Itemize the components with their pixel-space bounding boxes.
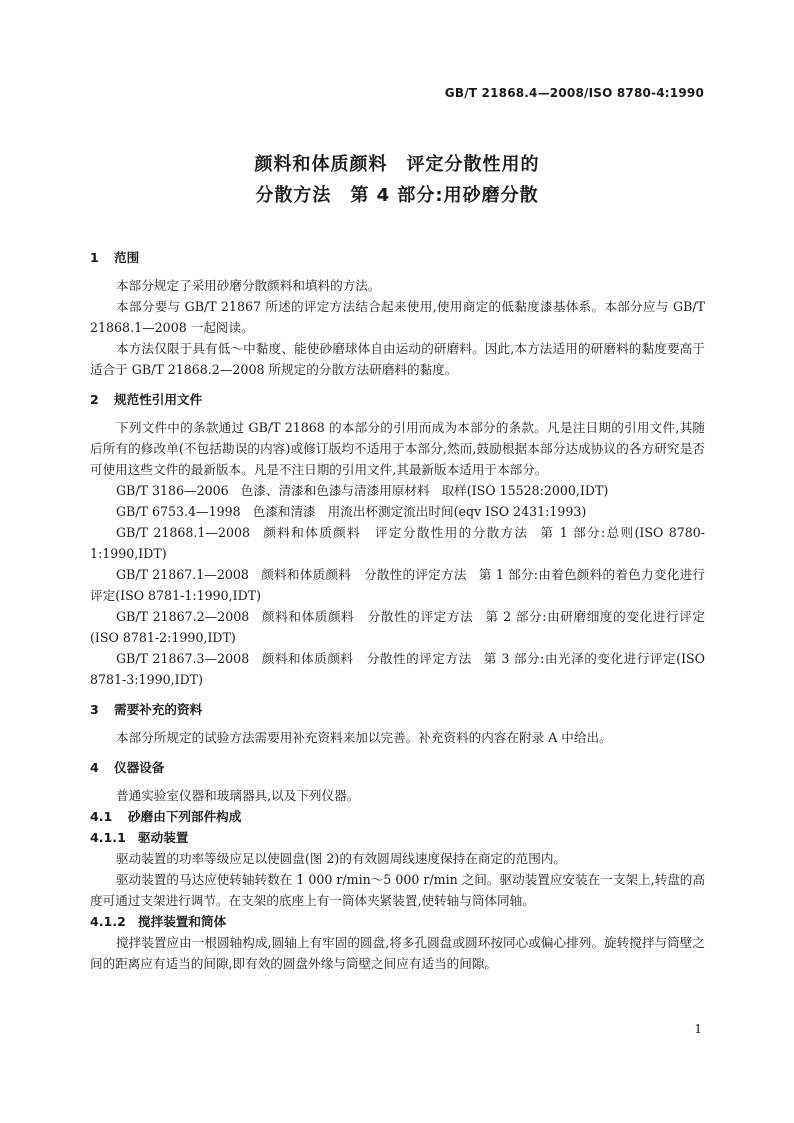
document-title-line-2: 分散方法 第 4 部分:用砂磨分散 [255,185,539,206]
reference-entry [90,564,705,606]
section-title: 规范性引用文件 [114,392,203,407]
section-title: 仪器设备 [114,760,165,775]
reference-code: GB/T 21867.2—2008 [116,609,250,624]
subsection-title: 砂磨由下列部件构成 [128,809,242,824]
subsection-title: 搅拌装置和筒体 [138,914,227,929]
reference-part: 用流出杯测定流出时间(eqv ISO 2431:1993) [327,504,587,519]
paragraph: 下列文件中的条款通过 GB/T 21868 的本部分的引用而成为本部分的条款。凡是注日期的引用文件,其随后所有的修改单(不包括勘误的内容)或修订版均不适用于本部分,然而,鼓励根据本部分达成协议的各方研究是否可使用这些文件的最新版本。凡是不注日期的引用文件,其最新版本适用于本部分。 [90,420,705,477]
reference-code: GB/T 21867.3—2008 [116,651,250,666]
subsection-heading-4-1-1 [90,827,705,848]
reference-title: 颜料和体质颜料 分散性的评定方法 [261,609,474,624]
reference-entry [90,522,705,564]
reference-part: 第 2 部分:由研磨细度的变化进行评定(ISO 8781-2:1990,IDT) [90,609,706,645]
paragraph: 本方法仅限于具有低～中黏度、能使砂磨球体自由运动的研磨料。因此,本方法适用的研磨料的黏度要高于适合于 GB/T 21868.2—2008 所规定的分散方法研磨料的黏度。 [90,341,705,377]
section-number: 1 [90,250,99,265]
section-number: 2 [90,392,99,407]
reference-entry [90,606,705,648]
section-heading-apparatus [90,757,705,778]
reference-title: 颜料和体质颜料 评定分散性用的分散方法 [262,525,529,540]
document-title-line-1: 颜料和体质颜料 评定分散性用的 [254,154,540,175]
standard-number: GB/T 21868.4—2008/ISO 8780-4:1990 [444,86,704,100]
reference-entry [90,480,705,501]
section-heading-normative-references [90,389,705,410]
reference-title: 色漆和清漆 [252,504,316,519]
section-heading-additional-information [90,699,705,720]
subsection-number: 4.1.2 [90,914,126,929]
reference-part: 第 1 部分:总则(ISO 8780-1:1990,IDT) [90,525,705,561]
section-number: 4 [90,760,99,775]
section-title: 需要补充的资料 [114,702,203,717]
paragraph: 普通实验室仪器和玻璃器具,以及下列仪器。 [116,788,360,803]
reference-part: 第 1 部分:由着色颜料的着色力变化进行评定(ISO 8781-1:1990,IDT) [90,567,706,603]
reference-code: GB/T 3186—2006 [116,483,229,498]
reference-code: GB/T 21867.1—2008 [116,567,249,582]
paragraph: 驱动装置的功率等级应足以使圆盘(图 2)的有效圆周线速度保持在商定的范围内。 [116,851,567,866]
page-number: 1 [694,1022,702,1036]
subsection-heading-4-1-2 [90,911,705,932]
section-title: 范围 [114,250,140,265]
paragraph: 本部分所规定的试验方法需要用补充资料来加以完善。补充资料的内容在附录 A 中给出。 [116,730,612,745]
reference-code: GB/T 21868.1—2008 [116,525,251,540]
subsection-number: 4.1.1 [90,830,126,845]
reference-entry [90,501,705,522]
section-number: 3 [90,702,99,717]
document-body [90,247,705,974]
paragraph: 驱动装置的马达应使转轴转数在 1 000 r/min～5 000 r/min 之间。驱动装置应安装在一支架上,转盘的高度可通过支架进行调节。在支架的底座上有一筒体夹紧装置,使转轴与筒体同轴。 [90,872,705,908]
paragraph: 本部分规定了采用砂磨分散颜料和填料的方法。 [116,278,381,293]
reference-entry [90,648,705,690]
subsection-number: 4.1 [90,809,113,824]
reference-part: 取样(ISO 15528:2000,IDT) [441,483,609,498]
paragraph: 本部分要与 GB/T 21867 所述的评定方法结合起来使用,使用商定的低黏度漆基体系。本部分应与 GB/T 21868.1—2008 一起阅读。 [90,299,705,335]
subsection-heading-4-1 [90,806,705,827]
section-heading-scope [90,247,705,268]
reference-title: 颜料和体质颜料 分散性的评定方法 [260,567,467,582]
reference-title: 色漆、清漆和色漆与清漆用原材料 [240,483,430,498]
reference-part: 第 3 部分:由光泽的变化进行评定(ISO 8781-3:1990,IDT) [90,651,706,687]
paragraph: 搅拌装置应由一根圆轴构成,圆轴上有牢固的圆盘,将多孔圆盘或圆环按同心或偏心排列。旋转搅拌与筒壁之间的距离应有适当的间隙,即有效的圆盘外缘与筒壁之间应有适当的间隙。 [90,935,705,971]
reference-code: GB/T 6753.4—1998 [116,504,241,519]
reference-title: 颜料和体质颜料 分散性的评定方法 [261,651,472,666]
subsection-title: 驱动装置 [138,830,189,845]
